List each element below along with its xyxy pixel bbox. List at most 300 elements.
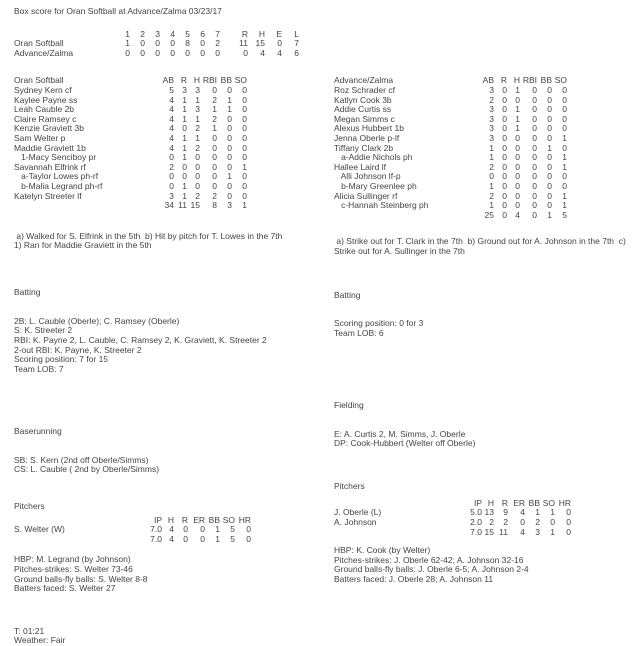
table-cell: 0 <box>547 180 552 191</box>
table-cell: 1 <box>489 142 494 153</box>
table-cell: 2.0 <box>470 516 482 527</box>
table-cell: 0 <box>532 152 537 163</box>
table-cell: 2 <box>195 123 200 134</box>
text-line: HBP: M. Legrand (by Johnson) <box>14 554 131 565</box>
table-cell: 4 <box>169 533 174 544</box>
table-cell: 25 <box>484 209 494 220</box>
table-cell: 0 <box>532 84 537 95</box>
table-cell: 0 <box>515 142 520 153</box>
table-cell: 1 <box>562 200 567 211</box>
text-line: CS: L. Cauble ( 2nd by Oberle/Simms) <box>14 464 160 475</box>
table-cell: 0 <box>515 171 520 182</box>
table-cell: 0 <box>212 161 217 172</box>
table-cell: 0 <box>532 113 537 124</box>
table-cell: 0 <box>277 38 282 49</box>
table-cell: 0 <box>242 171 247 182</box>
text-line: Scoring position: 7 for 15 <box>14 354 109 365</box>
column-header: AB <box>482 75 494 86</box>
table-cell: 5.0 <box>470 507 482 518</box>
table-cell: 0 <box>200 524 205 535</box>
table-cell: 0 <box>195 152 200 163</box>
table-cell: 0 <box>227 161 232 172</box>
table-cell: Hallee Laird lf <box>334 161 386 172</box>
table-cell: 1 <box>212 123 217 134</box>
table-cell: 2 <box>169 161 174 172</box>
table-cell: 0 <box>183 533 188 544</box>
table-cell: 3 <box>182 84 187 95</box>
table-cell: 0 <box>547 200 552 211</box>
table-cell: 0 <box>200 533 205 544</box>
table-cell: 3 <box>489 123 494 134</box>
table-cell: 0 <box>515 190 520 201</box>
table-cell: 0 <box>502 200 507 211</box>
home-pitching-notes <box>334 546 634 584</box>
page-title: Box score for Oran Softball at Advance/Zalma 03/23/17 <box>14 6 222 16</box>
table-cell: 15 <box>255 38 265 49</box>
table-cell: 0 <box>489 171 494 182</box>
table-cell: 2 <box>489 161 494 172</box>
table-cell: Tiffany Clark 2b <box>334 142 394 153</box>
table-cell: 0 <box>532 161 537 172</box>
home-batting-lines <box>334 319 634 338</box>
column-header: R <box>180 75 187 86</box>
table-cell: 0 <box>185 47 190 58</box>
table-cell: 5 <box>562 209 567 220</box>
table-cell: 0 <box>169 180 174 191</box>
table-cell: 0 <box>502 180 507 191</box>
table-cell: 1 <box>182 94 187 105</box>
table-cell: 0 <box>547 113 552 124</box>
table-cell: 0 <box>532 123 537 134</box>
text-line: Batters faced: S. Welter 27 <box>14 583 116 594</box>
table-cell: 0 <box>566 526 571 537</box>
table-cell: 0 <box>502 142 507 153</box>
table-row <box>334 211 567 221</box>
table-cell: 1 <box>489 180 494 191</box>
table-cell: 0 <box>566 507 571 518</box>
table-cell: 0 <box>532 180 537 191</box>
table-cell: 0 <box>502 94 507 105</box>
table-cell: Jenna Oberle p-lf <box>334 132 400 143</box>
table-cell: 1 <box>489 152 494 163</box>
table-cell: A. Johnson <box>334 516 377 527</box>
table-cell: 1 <box>242 161 247 172</box>
table-cell: 3 <box>195 84 200 95</box>
column-header: 6 <box>200 28 205 39</box>
table-cell: 0 <box>243 47 248 58</box>
table-cell: 1 <box>515 113 520 124</box>
table-cell: 0 <box>182 123 187 134</box>
table-cell: 0 <box>515 200 520 211</box>
table-cell: 0 <box>227 132 232 143</box>
column-header: L <box>294 28 299 39</box>
table-cell: 15 <box>190 200 200 211</box>
table-cell: 0 <box>242 94 247 105</box>
table-cell: 0 <box>212 84 217 95</box>
text-line: Batters faced: J. Oberle 28; A. Johnson 11 <box>334 573 494 584</box>
table-cell: 0 <box>562 171 567 182</box>
column-header: HR <box>558 497 571 508</box>
table-cell <box>334 528 464 538</box>
table-cell: 4 <box>169 132 174 143</box>
table-cell: 3 <box>195 104 200 115</box>
table-cell: 34 <box>164 200 174 211</box>
table-row <box>14 201 247 211</box>
table-cell: 0 <box>140 38 145 49</box>
table-cell: 2 <box>215 38 220 49</box>
table-cell: 0 <box>227 84 232 95</box>
table-cell: 0 <box>227 142 232 153</box>
table-row <box>14 49 299 59</box>
table-cell: 0 <box>125 47 130 58</box>
table-cell: 3 <box>489 84 494 95</box>
table-cell: 0 <box>562 84 567 95</box>
table-cell: 3 <box>535 526 540 537</box>
table-cell: Oran Softball <box>14 38 64 49</box>
home-batting-summary <box>334 271 634 357</box>
table-cell: 1 <box>550 507 555 518</box>
table-cell: 8 <box>185 38 190 49</box>
table-cell: 0 <box>532 171 537 182</box>
table-cell: 0 <box>242 84 247 95</box>
table-cell: 1 <box>535 507 540 518</box>
table-cell: 5 <box>169 84 174 95</box>
columns <box>14 76 640 593</box>
home-fielding-summary <box>334 382 634 468</box>
table-cell <box>334 211 474 221</box>
table-cell: 0 <box>155 47 160 58</box>
table-cell: 0 <box>246 533 251 544</box>
table-cell: 4 <box>260 47 265 58</box>
table-cell: 1 <box>182 104 187 115</box>
table-cell: 4 <box>169 123 174 134</box>
table-cell: 2 <box>212 190 217 201</box>
table-cell: 0 <box>242 190 247 201</box>
table-cell <box>14 201 154 211</box>
column-header: H <box>487 497 494 508</box>
column-header: Advance/Zalma <box>334 75 394 86</box>
table-cell: 2 <box>489 516 494 527</box>
table-cell: 5 <box>230 533 235 544</box>
column-header: H <box>258 28 265 39</box>
table-cell: 0 <box>515 180 520 191</box>
table-cell: 1 <box>182 132 187 143</box>
column-header: AB <box>162 75 174 86</box>
table-cell: 0 <box>547 123 552 134</box>
away-batting-heading: Batting <box>14 287 41 298</box>
table-cell: Savannah Elfrink rf <box>14 161 86 172</box>
table-cell: 0 <box>242 142 247 153</box>
table-cell: 0 <box>169 152 174 163</box>
table-cell: 0 <box>520 516 525 527</box>
table-cell: 1 <box>195 113 200 124</box>
column-header: BB <box>208 514 220 525</box>
table-cell: 0 <box>195 180 200 191</box>
table-cell: 0 <box>547 152 552 163</box>
column-header: 7 <box>215 28 220 39</box>
table-cell: 7.0 <box>150 524 162 535</box>
column-header: R <box>181 514 188 525</box>
table-row <box>334 528 571 538</box>
text-line: Pitches-strikes: S. Welter 73-46 <box>14 563 133 574</box>
table-cell: 0 <box>183 524 188 535</box>
table-cell: 0 <box>242 180 247 191</box>
table-cell: 8 <box>212 200 217 211</box>
table-cell: 1 <box>212 104 217 115</box>
table-cell: 4 <box>169 524 174 535</box>
table-cell: 5 <box>230 524 235 535</box>
table-cell: 1 <box>182 152 187 163</box>
table-cell: 1 <box>515 123 520 134</box>
column-header: HR <box>238 514 251 525</box>
table-cell: 0 <box>502 84 507 95</box>
away-pitching-notes <box>14 555 326 593</box>
table-cell: 1 <box>489 200 494 211</box>
table-cell: 3 <box>169 190 174 201</box>
table-cell: 0 <box>140 47 145 58</box>
table-cell: 7 <box>294 38 299 49</box>
table-cell: 3 <box>489 104 494 115</box>
table-cell: J. Oberle (L) <box>334 507 382 518</box>
table-cell: 0 <box>502 132 507 143</box>
table-cell: a-Taylor Lowes ph-rf <box>14 171 99 182</box>
table-cell: 0 <box>547 161 552 172</box>
table-cell: 1 <box>182 190 187 201</box>
column-header: RBI <box>202 75 217 86</box>
table-cell: 9 <box>503 507 508 518</box>
text-line: Weather: Fair <box>14 635 66 646</box>
table-cell: 0 <box>227 152 232 163</box>
table-cell: Claire Ramsey c <box>14 113 77 124</box>
table-cell: Alli Johnson lf-p <box>334 171 401 182</box>
table-cell: 1 <box>562 161 567 172</box>
text-line: E: A. Curtis 2, M. Simms, J. Oberle <box>334 428 466 439</box>
table-cell: 1 <box>215 524 220 535</box>
table-cell: 0 <box>547 190 552 201</box>
table-cell: 0 <box>532 142 537 153</box>
table-cell: 0 <box>532 190 537 201</box>
table-cell: 0 <box>532 200 537 211</box>
text-line: DP: Cook-Hubbert (Welter off Oberle) <box>334 438 476 449</box>
table-cell: Megan Simms c <box>334 113 395 124</box>
table-cell: 0 <box>195 171 200 182</box>
table-cell: 0 <box>547 171 552 182</box>
column-header: SO <box>234 75 247 86</box>
table-cell: 7.0 <box>470 526 482 537</box>
away-team-column <box>14 76 334 593</box>
table-cell: 1 <box>242 200 247 211</box>
home-batting-table <box>334 76 567 220</box>
table-cell: 2 <box>489 94 494 105</box>
home-pitching-table <box>334 499 571 537</box>
table-cell: Kaylee Payne ss <box>14 94 78 105</box>
column-header: ER <box>193 514 205 525</box>
text-line: a) Walked for S. Elfrink in the 5th b) Hit by pitch for T. Lowes in the 7th <box>14 230 283 241</box>
table-cell: 0 <box>566 516 571 527</box>
table-cell: 4 <box>520 507 525 518</box>
home-fielding-lines <box>334 430 634 449</box>
table-cell: a-Addie Nichols ph <box>334 152 413 163</box>
table-cell: 2 <box>535 516 540 527</box>
column-header: SO <box>542 497 555 508</box>
table-cell: Katelyn Streeter lf <box>14 190 82 201</box>
table-cell: 0 <box>242 104 247 115</box>
text-line: RBI: K. Payne 2, L. Cauble, C. Ramsey 2, K. Graviett, K. Streeter 2 <box>14 335 267 346</box>
line-score-table <box>14 30 299 59</box>
table-cell: 4 <box>277 47 282 58</box>
home-fielding-heading: Fielding <box>334 400 364 410</box>
away-substitution-notes <box>14 232 326 251</box>
table-cell: 1 <box>550 526 555 537</box>
table-cell: 13 <box>484 507 494 518</box>
table-cell: 1 <box>562 132 567 143</box>
table-cell: 1 <box>195 132 200 143</box>
table-cell: 0 <box>562 104 567 115</box>
table-cell: 0 <box>532 104 537 115</box>
table-cell: 0 <box>155 38 160 49</box>
home-team-column <box>334 76 640 584</box>
column-header: H <box>193 75 200 86</box>
table-cell: Alicia Sullinger rf <box>334 190 398 201</box>
table-cell: 0 <box>562 180 567 191</box>
table-cell: 0 <box>227 180 232 191</box>
away-batting-summary <box>14 269 326 394</box>
text-line: SB: S. Kern (2nd off Oberle/Simms) <box>14 454 149 465</box>
table-cell: 1 <box>515 104 520 115</box>
text-line: Team LOB: 7 <box>14 363 64 374</box>
table-cell: 0 <box>242 113 247 124</box>
table-cell: Maddie Graviett 1b <box>14 142 86 153</box>
table-cell: 2 <box>503 516 508 527</box>
table-cell: 11 <box>499 526 508 537</box>
text-line: S: K. Streeter 2 <box>14 325 73 336</box>
table-cell: 0 <box>212 152 217 163</box>
column-header: IP <box>153 514 162 525</box>
table-cell: 0 <box>195 161 200 172</box>
table-cell: 11 <box>239 38 248 49</box>
table-cell: 0 <box>212 171 217 182</box>
table-cell: 0 <box>242 132 247 143</box>
table-cell: 3 <box>489 132 494 143</box>
table-cell: Addie Curtis ss <box>334 104 392 115</box>
table-cell: 0 <box>502 152 507 163</box>
table-cell: 6 <box>294 47 299 58</box>
table-cell: Alexus Hubbert 1b <box>334 123 404 134</box>
table-cell: 1 <box>515 84 520 95</box>
table-cell: 0 <box>212 180 217 191</box>
column-header: BB <box>528 497 540 508</box>
table-cell: 1 <box>562 190 567 201</box>
away-baserunning-heading: Baserunning <box>14 425 62 436</box>
table-cell: 1 <box>195 94 200 105</box>
table-cell: 3 <box>227 200 232 211</box>
column-header: IP <box>473 497 482 508</box>
table-cell: 15 <box>484 526 494 537</box>
table-cell: 0 <box>227 113 232 124</box>
text-line: a) Strike out for T. Clark in the 7th b) Ground out for A. Johnson in the 7th c) Strike out for A. Sullinger in the 7th <box>334 236 629 256</box>
game-footer <box>14 627 640 646</box>
table-cell: 4 <box>169 94 174 105</box>
away-batting-table <box>14 76 247 210</box>
column-header: H <box>167 514 174 525</box>
table-cell: 1 <box>182 180 187 191</box>
column-header: R <box>241 28 248 39</box>
column-header: R <box>500 75 507 86</box>
column-header: BB <box>220 75 232 86</box>
table-cell: 1 <box>182 142 187 153</box>
table-cell: 0 <box>562 123 567 134</box>
table-cell: 4 <box>169 113 174 124</box>
column-header: 2 <box>140 28 145 39</box>
table-cell: 1 <box>227 104 232 115</box>
table-cell: 1 <box>182 113 187 124</box>
table-cell: 1 <box>562 152 567 163</box>
table-cell: Kenzie Graviett 3b <box>14 123 84 134</box>
table-cell: 0 <box>532 132 537 143</box>
table-cell: 0 <box>515 94 520 105</box>
table-cell: 0 <box>562 94 567 105</box>
home-pitchers-heading: Pitchers <box>334 481 365 492</box>
away-batting-lines <box>14 317 326 375</box>
table-cell: 0 <box>200 38 205 49</box>
table-cell: 0 <box>515 132 520 143</box>
column-header: H <box>513 75 520 86</box>
table-cell: 0 <box>562 142 567 153</box>
table-cell: 4 <box>169 142 174 153</box>
table-cell: Sydney Kern cf <box>14 84 72 95</box>
away-pitchers-heading: Pitchers <box>14 500 45 511</box>
table-cell: Roz Schrader cf <box>334 84 395 95</box>
table-cell: 0 <box>246 524 251 535</box>
table-cell: 7.0 <box>150 533 162 544</box>
table-cell: S. Welter (W) <box>14 524 65 535</box>
column-header: E <box>276 28 282 39</box>
table-cell: 4 <box>515 209 520 220</box>
text-line: Team LOB: 6 <box>334 328 384 339</box>
text-line: 2-out RBI: K. Payne, K. Streeter 2 <box>14 344 142 355</box>
text-line: Ground balls-fly balls: J. Oberle 6-5; A. Johnson 2-4 <box>334 564 529 575</box>
table-cell: 4 <box>520 526 525 537</box>
column-header: Oran Softball <box>14 75 64 86</box>
table-cell: 0 <box>502 104 507 115</box>
text-line: Pitches-strikes: J. Oberle 62-42; A. Johnson 32-16 <box>334 554 524 565</box>
column-header: 5 <box>185 28 190 39</box>
table-cell: 1 <box>547 142 552 153</box>
text-line: HBP: K. Cook (by Welter) <box>334 545 431 556</box>
table-cell: 1 <box>227 94 232 105</box>
table-cell: 2 <box>212 113 217 124</box>
column-header: 4 <box>170 28 175 39</box>
home-batting-heading: Batting <box>334 289 361 300</box>
table-cell: 0 <box>212 132 217 143</box>
table-cell: 0 <box>515 161 520 172</box>
table-cell: 0 <box>182 161 187 172</box>
table-cell: 0 <box>547 104 552 115</box>
text-line: Scoring position: 0 for 3 <box>334 318 424 329</box>
table-cell: Katlyn Cook 3b <box>334 94 392 105</box>
away-baserunning-lines <box>14 456 326 475</box>
table-cell: 0 <box>242 123 247 134</box>
text-line: 2B: L. Cauble (Oberle); C. Ramsey (Oberle) <box>14 315 180 326</box>
table-cell: Advance/Zalma <box>14 47 74 58</box>
table-cell: b-Malia Legrand ph-rf <box>14 180 103 191</box>
table-cell: 0 <box>502 113 507 124</box>
table-cell: 0 <box>547 94 552 105</box>
table-cell: 2 <box>212 94 217 105</box>
text-line: Ground balls-fly balls: S. Welter 8-8 <box>14 573 148 584</box>
table-cell: 0 <box>562 113 567 124</box>
table-cell: c-Hannah Steinberg ph <box>334 200 429 211</box>
